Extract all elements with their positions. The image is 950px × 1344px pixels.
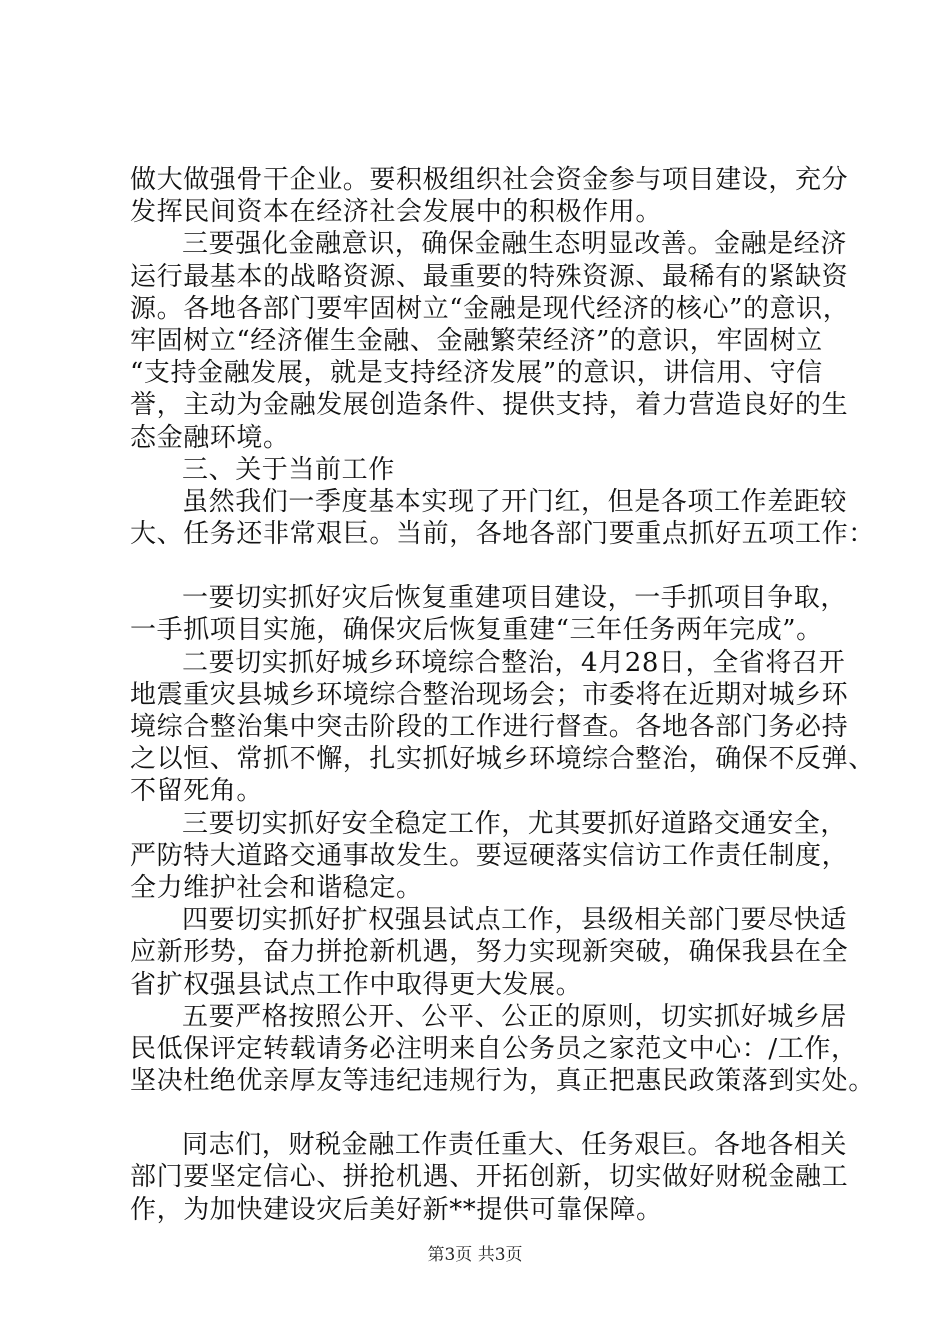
section-heading: 三、关于当前工作	[182, 454, 395, 485]
text-line: 之以恒、常抓不懈，扎实抓好城乡环境综合整治，确保不反弹、	[130, 744, 875, 775]
text-line: 不留死角。	[130, 776, 264, 807]
paragraph-start: 同志们，财税金融工作责任重大、任务艰巨。各地各相关	[182, 1130, 848, 1161]
paragraph-start: 一要切实抓好灾后恢复重建项目建设，一手抓项目争取，	[182, 583, 848, 614]
text-line: 地震重灾县城乡环境综合整治现场会；市委将在近期对城乡环	[130, 679, 849, 710]
text-line: 一手抓项目实施，确保灾后恢复重建“三年任务两年完成”。	[130, 615, 823, 646]
text-line: 境综合整治集中突击阶段的工作进行督查。各地各部门务必持	[130, 712, 849, 742]
page-footer: 第3页 共3页	[427, 1245, 523, 1265]
document-body	[130, 164, 875, 1226]
text-line: 作，为加快建设灾后美好新**提供可靠保障。	[130, 1194, 663, 1225]
text-line: 牢固树立“经济催生金融、金融繁荣经济”的意识，牢固树立	[130, 325, 823, 356]
paragraph-start: 四要切实抓好扩权强县试点工作，县级相关部门要尽快适	[182, 905, 848, 936]
text-line: 严防特大道路交通事故发生。要逗硬落实信访工作责任制度，	[130, 840, 849, 871]
text-line: 大、任务还非常艰巨。当前，各地各部门要重点抓好五项工作：	[130, 519, 875, 550]
text-line: 全力维护社会和谐稳定。	[130, 872, 423, 903]
text-line: “支持金融发展，就是支持经济发展”的意识，讲信用、守信	[130, 358, 823, 389]
paragraph-start: 二要切实抓好城乡环境综合整治，4月28日，全省将召开	[182, 647, 846, 678]
text-line: 省扩权强县试点工作中取得更大发展。	[130, 969, 583, 1000]
paragraph-start: 五要严格按照公开、公平、公正的原则，切实抓好城乡居	[182, 1001, 848, 1032]
text-line: 民低保评定转载请务必注明来自公务员之家范文中心：/工作，	[130, 1033, 858, 1064]
paragraph-start: 虽然我们一季度基本实现了开门红，但是各项工作差距较	[182, 486, 848, 517]
text-line: 发挥民间资本在经济社会发展中的积极作用。	[130, 197, 663, 228]
text-line: 态金融环境。	[130, 422, 290, 453]
text-line: 誉，主动为金融发展创造条件、提供支持，着力营造良好的生	[130, 390, 849, 421]
text-line: 应新形势，奋力拼抢新机遇，努力实现新突破，确保我县在全	[130, 937, 849, 968]
text-line: 运行最基本的战略资源、最重要的特殊资源、最稀有的紧缺资	[130, 261, 849, 292]
text-line: 坚决杜绝优亲厚友等违纪违规行为，真正把惠民政策落到实处。	[130, 1066, 875, 1097]
paragraph-gap	[130, 1097, 830, 1129]
text-line: 源。各地各部门要牢固树立“金融是现代经济的核心”的意识，	[130, 293, 850, 324]
text-line: 做大做强骨干企业。要积极组织社会资金参与项目建设，充分	[130, 165, 849, 195]
text-line: 部门要坚定信心、拼抢机遇、开拓创新，切实做好财税金融工	[130, 1162, 849, 1193]
paragraph-start: 三要强化金融意识，确保金融生态明显改善。金融是经济	[182, 229, 848, 260]
paragraph-start: 三要切实抓好安全稳定工作，尤其要抓好道路交通安全，	[182, 808, 848, 839]
paragraph-gap	[130, 550, 830, 582]
